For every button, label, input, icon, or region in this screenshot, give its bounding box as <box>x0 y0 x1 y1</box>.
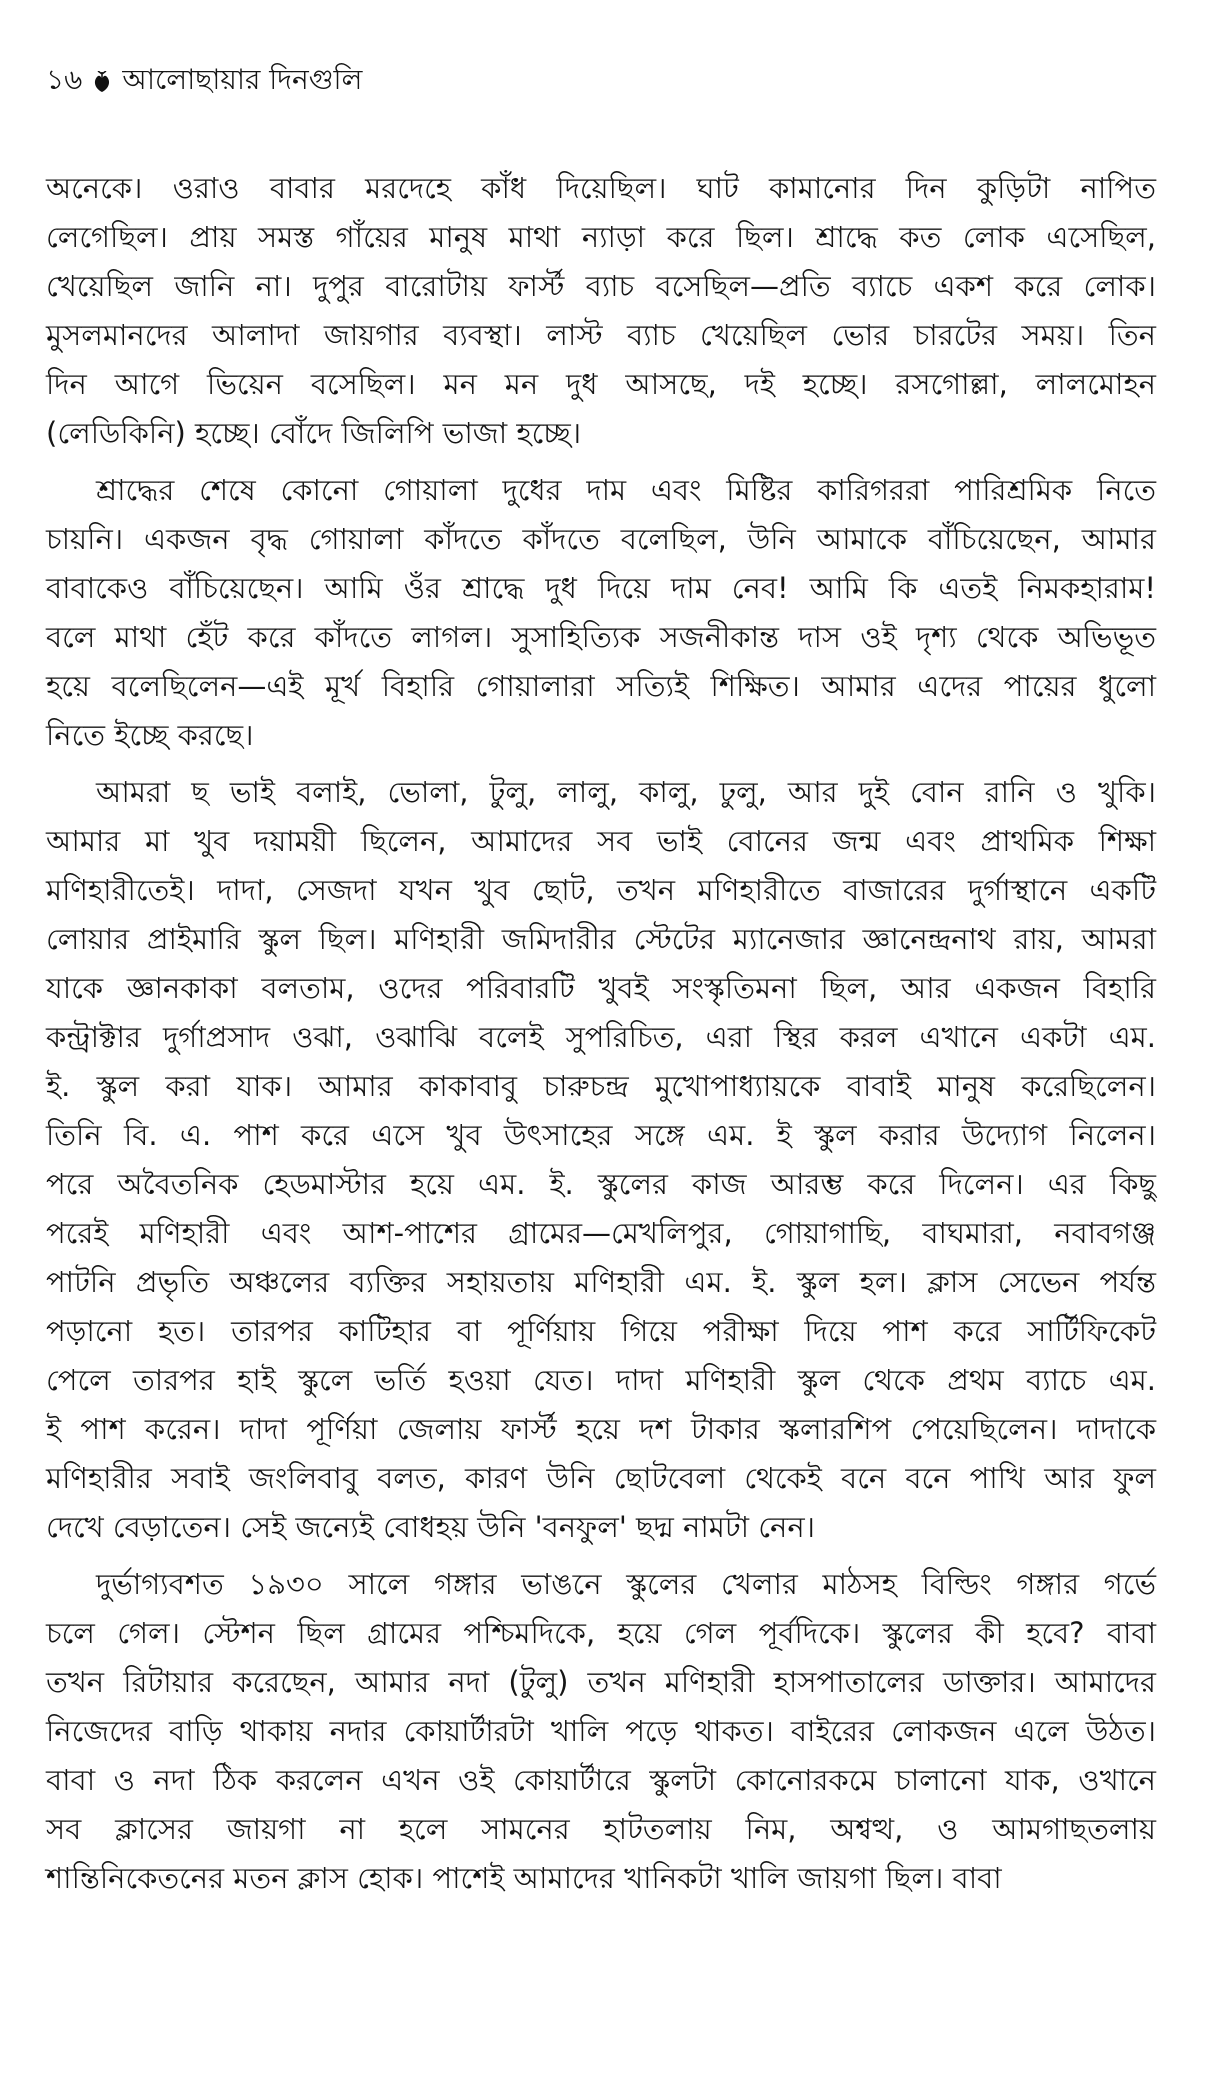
text-line: হয়ে বলেছিলেন—এই মূর্খ বিহারি গোয়ালারা সত্যিই শিক্ষিত। আমার এদের পায়ের ধুলো <box>46 669 1156 703</box>
page-number: ১৬ <box>46 63 83 96</box>
text-line: তিনি বি. এ. পাশ করে এসে খুব উৎসাহের সঙ্গে এম. ই স্কুল করার উদ্যোগ নিলেন। <box>46 1118 1156 1152</box>
text-line: আমার মা খুব দয়াময়ী ছিলেন, আমাদের সব ভাই বোনের জন্ম এবং প্রাথমিক শিক্ষা <box>46 824 1156 858</box>
text-line: ই পাশ করেন। দাদা পূর্ণিয়া জেলায় ফার্স্ট হয়ে দশ টাকার স্কলারশিপ পেয়েছিলেন। দাদাকে <box>46 1412 1156 1446</box>
running-header <box>46 58 362 105</box>
text-line: তখন রিটায়ার করেছেন, আমার নদা (টুলু) তখন মণিহারী হাসপাতালের ডাক্তার। আমাদের <box>46 1665 1156 1699</box>
text-line: যাকে জ্ঞানকাকা বলতাম, ওদের পরিবারটি খুবই সংস্কৃতিমনা ছিল, আর একজন বিহারি <box>46 971 1156 1005</box>
book-title: আলোছায়ার দিনগুলি <box>122 63 363 96</box>
text-line: চলে গেল। স্টেশন ছিল গ্রামের পশ্চিমদিকে, হয়ে গেল পূর্বদিকে। স্কুলের কী হবে? বাবা <box>46 1616 1156 1650</box>
text-line: মণিহারীর সবাই জংলিবাবু বলত, কারণ উনি ছোটবেলা থেকেই বনে বনে পাখি আর ফুল <box>46 1461 1156 1495</box>
paragraph <box>46 768 1156 1552</box>
text-line: মুসলমানদের আলাদা জায়গার ব্যবস্থা। লাস্ট ব্যাচ খেয়েছিল ভোর চারটের সময়। তিন <box>46 318 1156 352</box>
paragraph <box>46 466 1156 760</box>
text-line: নিতে ইচ্ছে করছে। <box>46 718 254 752</box>
text-line: কন্ট্রাক্টার দুর্গাপ্রসাদ ওঝা, ওঝাঝি বলেই সুপরিচিত, এরা স্থির করল এখানে একটা এম. <box>46 1020 1156 1054</box>
text-line: পড়ানো হত। তারপর কাটিহার বা পূর্ণিয়ায় গিয়ে পরীক্ষা দিয়ে পাশ করে সার্টিফিকেট <box>46 1314 1156 1348</box>
text-line: চায়নি। একজন বৃদ্ধ গোয়ালা কাঁদতে কাঁদতে বলেছিল, উনি আমাকে বাঁচিয়েছেন, আমার <box>46 522 1156 556</box>
text-line: সব ক্লাসের জায়গা না হলে সামনের হাটতলায় নিম, অশ্বত্থ, ও আমগাছতলায় <box>46 1812 1156 1846</box>
text-line: দুর্ভাগ্যবশত ১৯৩০ সালে গঙ্গার ভাঙনে স্কুলের খেলার মাঠসহ বিল্ডিং গঙ্গার গর্ভে <box>96 1567 1156 1601</box>
text-line: আমরা ছ ভাই বলাই, ভোলা, টুলু, লালু, কালু, ঢুলু, আর দুই বোন রানি ও খুকি। <box>96 775 1156 809</box>
text-line: পাটনি প্রভৃতি অঞ্চলের ব্যক্তির সহায়তায় মণিহারী এম. ই. স্কুল হল। ক্লাস সেভেন পর্যন্ত <box>46 1265 1156 1299</box>
page-body-text <box>46 164 1156 1911</box>
leaf-ornament-icon <box>92 71 112 93</box>
text-line: লেগেছিল। প্রায় সমস্ত গাঁয়ের মানুষ মাথা ন্যাড়া করে ছিল। শ্রাদ্ধে কত লোক এসেছিল, <box>46 220 1156 254</box>
text-line: শ্রাদ্ধের শেষে কোনো গোয়ালা দুধের দাম এবং মিষ্টির কারিগররা পারিশ্রমিক নিতে <box>96 473 1156 507</box>
text-line: লোয়ার প্রাইমারি স্কুল ছিল। মণিহারী জমিদারীর স্টেটের ম্যানেজার জ্ঞানেন্দ্রনাথ রায়, আমরা <box>46 922 1156 956</box>
text-line: পরে অবৈতনিক হেডমাস্টার হয়ে এম. ই. স্কুলের কাজ আরম্ভ করে দিলেন। এর কিছু <box>46 1167 1156 1201</box>
text-line: বাবা ও নদা ঠিক করলেন এখন ওই কোয়ার্টারে স্কুলটা কোনোরকমে চালানো যাক, ওখানে <box>46 1763 1156 1797</box>
text-line: শান্তিনিকেতনের মতন ক্লাস হোক। পাশেই আমাদের খানিকটা খালি জায়গা ছিল। বাবা <box>46 1861 1002 1895</box>
text-line: বাবাকেও বাঁচিয়েছেন। আমি ওঁর শ্রাদ্ধে দুধ দিয়ে দাম নেব! আমি কি এতই নিমকহারাম! <box>46 571 1156 605</box>
text-line: মণিহারীতেই। দাদা, সেজদা যখন খুব ছোট, তখন মণিহারীতে বাজারের দুর্গাস্থানে একটি <box>46 873 1156 907</box>
text-line: অনেকে। ওরাও বাবার মরদেহে কাঁধ দিয়েছিল। ঘাট কামানোর দিন কুড়িটা নাপিত <box>46 171 1156 205</box>
text-line: বলে মাথা হেঁট করে কাঁদতে লাগল। সুসাহিত্যিক সজনীকান্ত দাস ওই দৃশ্য থেকে অভিভূত <box>46 620 1156 654</box>
text-line: খেয়েছিল জানি না। দুপুর বারোটায় ফার্স্ট ব্যাচ বসেছিল—প্রতি ব্যাচে একশ করে লোক। <box>46 269 1156 303</box>
paragraph <box>46 1560 1156 1903</box>
text-line: পরেই মণিহারী এবং আশ-পাশের গ্রামের—মেখলিপুর, গোয়াগাছি, বাঘমারা, নবাবগঞ্জ <box>46 1216 1156 1250</box>
text-line: পেলে তারপর হাই স্কুলে ভর্তি হওয়া যেত। দাদা মণিহারী স্কুল থেকে প্রথম ব্যাচে এম. <box>46 1363 1156 1397</box>
text-line: ই. স্কুল করা যাক। আমার কাকাবাবু চারুচন্দ্র মুখোপাধ্যায়কে বাবাই মানুষ করেছিলেন। <box>46 1069 1156 1103</box>
paragraph <box>46 164 1156 458</box>
text-line: নিজেদের বাড়ি থাকায় নদার কোয়ার্টারটা খালি পড়ে থাকত। বাইরের লোকজন এলে উঠত। <box>46 1714 1156 1748</box>
text-line: দিন আগে ভিয়েন বসেছিল। মন মন দুধ আসছে, দই হচ্ছে। রসগোল্লা, লালমোহন <box>46 367 1156 401</box>
text-line: (লেডিকিনি) হচ্ছে। বোঁদে জিলিপি ভাজা হচ্ছে। <box>46 416 582 450</box>
text-line: দেখে বেড়াতেন। সেই জন্যেই বোধহয় উনি 'বনফুল' ছদ্ম নামটা নেন। <box>46 1510 816 1544</box>
